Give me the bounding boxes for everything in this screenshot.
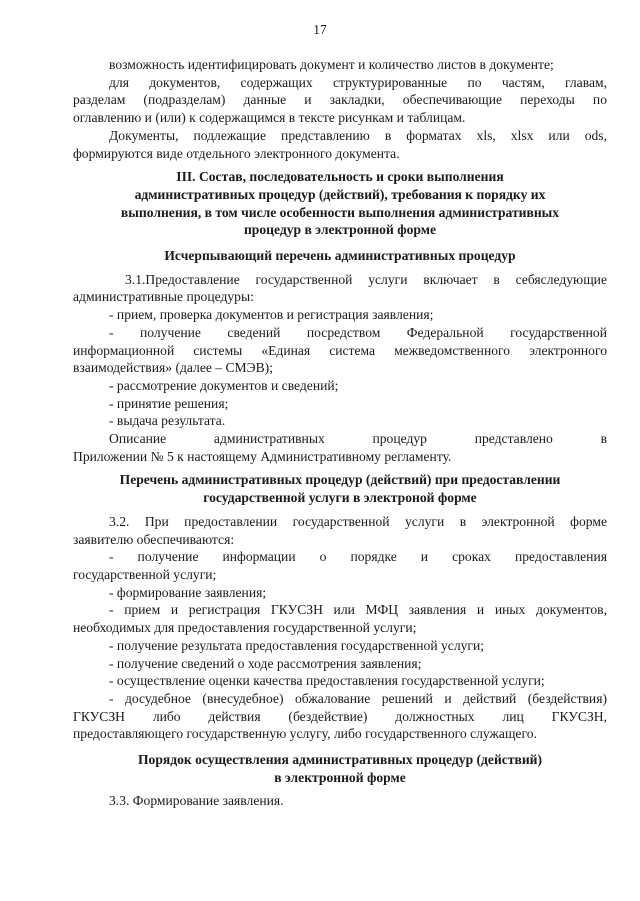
paragraph-line: взаимодействия» (далее – СМЭВ); [73, 360, 273, 376]
section-title: выполнения, в том числе особенности выполнения административных [120, 204, 560, 220]
section-title: административных процедур (действий), требования к порядку их [134, 186, 546, 202]
subsection-title: Исчерпывающий перечень административных процедур [164, 248, 516, 264]
intro-line: разделам (подразделам) данные и закладки, обеспечивающие переходы по [73, 92, 607, 108]
paragraph-line: государственной услуги; [73, 566, 217, 582]
intro-line: Документы, подлежащие представлению в форматах xls, xlsx или ods, [109, 127, 607, 143]
subsection-title: государственной услуги в электроной форме [203, 490, 477, 506]
paragraph-line: необходимых для предоставления государственной услуги; [73, 620, 417, 636]
paragraph-line: Приложении № 5 к настоящему Административному регламенту. [73, 448, 452, 464]
list-item: - выдача результата. [109, 413, 226, 429]
list-item: - получение сведений посредством Федеральной государственной [109, 324, 607, 340]
paragraph-line: предоставляющего государственную услугу, либо государственного служащего. [73, 726, 537, 742]
paragraph-line: Описание административных процедур представлено в [109, 431, 607, 447]
subsection-title: Перечень административных процедур (действий) при предоставлении [119, 472, 561, 488]
intro-line: формируются виде отдельного электронного документа. [73, 145, 400, 161]
subsection-title: Порядок осуществления административных процедур (действий) [137, 752, 543, 768]
intro-line: возможность идентифицировать документ и количество листов в документе; [109, 57, 554, 72]
paragraph-line: 3.1.Предоставление государственной услуги включает в себяследующие [125, 271, 607, 287]
list-item: - получение сведений о ходе рассмотрения заявления; [109, 655, 422, 671]
list-item: - рассмотрение документов и сведений; [109, 377, 339, 393]
list-item: - получение результата предоставления государственной услуги; [109, 637, 485, 653]
list-item: - прием, проверка документов и регистрация заявления; [109, 307, 434, 323]
paragraph-line: административные процедуры: [73, 289, 254, 305]
document-body [73, 56, 607, 810]
section-title: III. Состав, последовательность и сроки выполнения [176, 169, 504, 185]
list-item: - формирование заявления; [109, 584, 267, 600]
list-item: - осуществление оценки качества предоставления государственной услуги; [109, 673, 545, 689]
intro-line: для документов, содержащих структурированные по частям, главам, [109, 74, 607, 90]
list-item: - досудебное (внесудебное) обжалование решений и действий (бездействия) [109, 690, 607, 706]
list-item: - принятие решения; [109, 395, 229, 411]
paragraph-line: 3.2. При предоставлении государственной услуги в электронной форме [109, 513, 607, 529]
list-item: - прием и регистрация ГКУСЗН или МФЦ заявления и иных документов, [109, 602, 607, 618]
intro-line: оглавлению и (или) к содержащимся в тексте рисункам и таблицам. [73, 110, 466, 126]
paragraph-line: информационной системы «Единая система межведомственного электронного [73, 342, 607, 358]
paragraph-line: 3.3. Формирование заявления. [109, 793, 284, 809]
section-title: процедур в электронной форме [243, 222, 437, 238]
page-number: 17 [313, 22, 327, 37]
list-item: - получение информации о порядке и сроках предоставления [109, 549, 607, 565]
paragraph-line: ГКУСЗН либо действия (бездействие) должностных лиц ГКУСЗН, [73, 708, 607, 724]
paragraph-line: заявителю обеспечиваются: [73, 531, 235, 547]
subsection-title: в электронной форме [274, 769, 406, 785]
